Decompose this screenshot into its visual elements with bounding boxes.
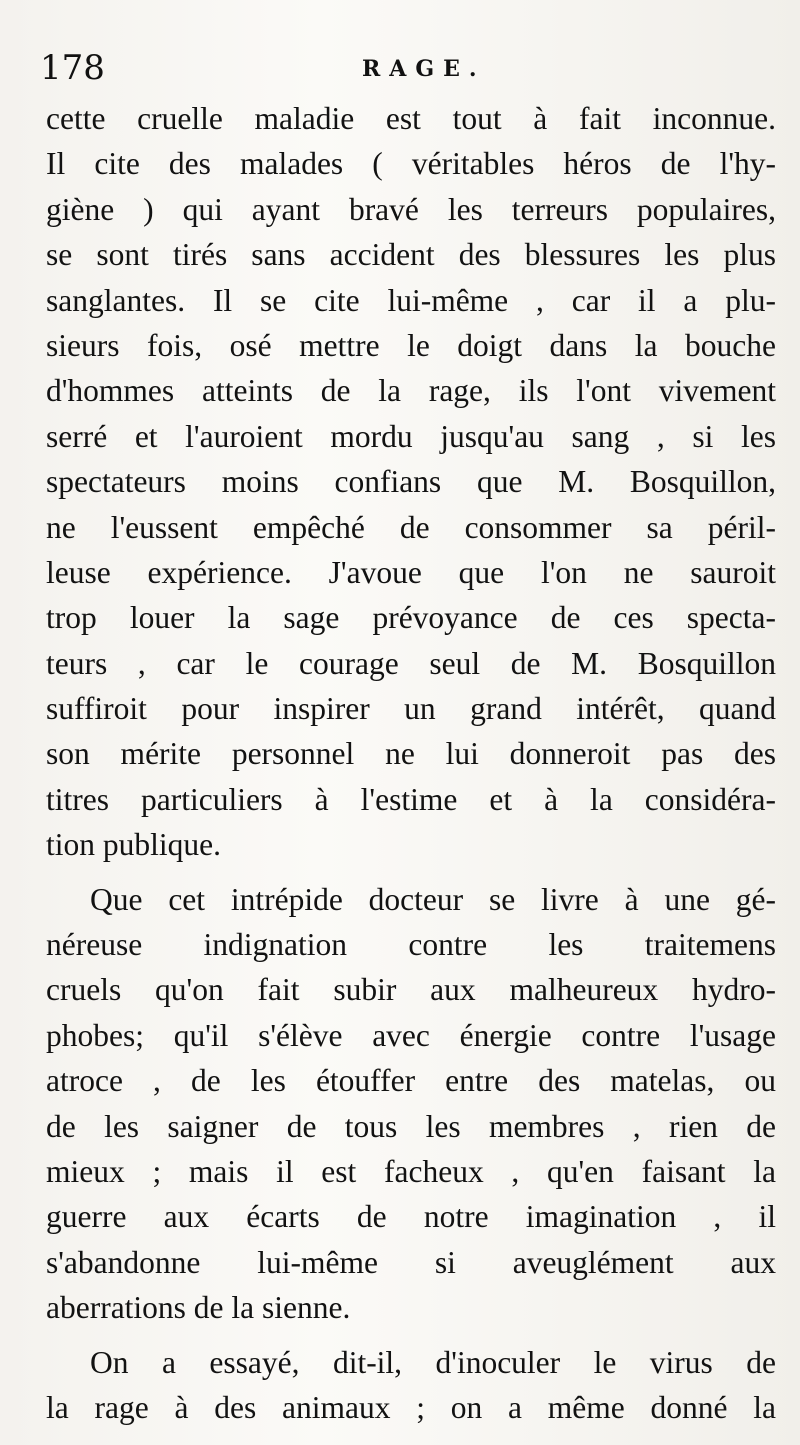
text-line-14: suffiroit pour inspirer un grand intérêt, quand [46,691,776,727]
text-line-4: se sont tirés sans accident des blessures les plus [46,237,776,273]
text-line-26: s'abandonne lui-même si aveuglément aux [46,1244,776,1280]
text-line-7: d'hommes atteints de la rage, ils l'ont vivement [46,373,776,409]
text-line-25: guerre aux écarts de notre imagination , il [46,1199,776,1235]
text-line-1: cette cruelle maladie est tout à fait inconnue. [46,101,776,136]
text-line-22: atroce , de les étouffer entre des matelas, ou [46,1063,776,1099]
text-line-29: la rage à des animaux ; on a même donné la [46,1389,776,1425]
text-line-21: phobes; qu'il s'élève avec énergie contre l'usage [46,1017,776,1053]
text-line-12: trop louer la sage prévoyance de ces specta- [46,600,776,636]
page-number: 178 [40,48,105,88]
text-line-3: giène ) qui ayant bravé les terreurs populaires, [46,191,776,227]
text-line-11: leuse expérience. J'avoue que l'on ne sauroit [46,554,776,590]
text-line-18: Que cet intrépide docteur se livre à une gé- [90,881,776,917]
page-header [40,48,770,88]
text-line-5: sanglantes. Il se cite lui-même , car il a plu- [46,282,776,318]
text-line-20: cruels qu'on fait subir aux malheureux hydro- [46,972,776,1008]
text-line-6: sieurs fois, osé mettre le doigt dans la bouche [46,327,776,363]
body-text [46,96,776,1430]
text-line-27: aberrations de la sienne. [46,1290,351,1326]
running-head: RAGE. [362,56,486,82]
text-line-13: teurs , car le courage seul de M. Bosquillon [46,645,776,681]
text-line-23: de les saigner de tous les membres , rien de [46,1108,776,1144]
text-line-9: spectateurs moins confians que M. Bosquillon, [46,464,776,500]
text-line-2: Il cite des malades ( véritables héros de l'hy- [46,146,776,182]
text-line-19: néreuse indignation contre les traitemens [46,927,776,963]
text-line-17: tion publique. [46,827,221,863]
text-line-8: serré et l'auroient mordu jusqu'au sang , si les [46,418,776,454]
text-line-28: On a essayé, dit-il, d'inoculer le virus de [90,1344,776,1380]
text-line-16: titres particuliers à l'estime et à la considéra- [46,781,776,817]
text-line-15: son mérite personnel ne lui donneroit pas des [46,736,776,772]
text-line-24: mieux ; mais il est facheux , qu'en faisant la [46,1153,776,1189]
text-line-10: ne l'eussent empêché de consommer sa péril- [46,509,776,545]
